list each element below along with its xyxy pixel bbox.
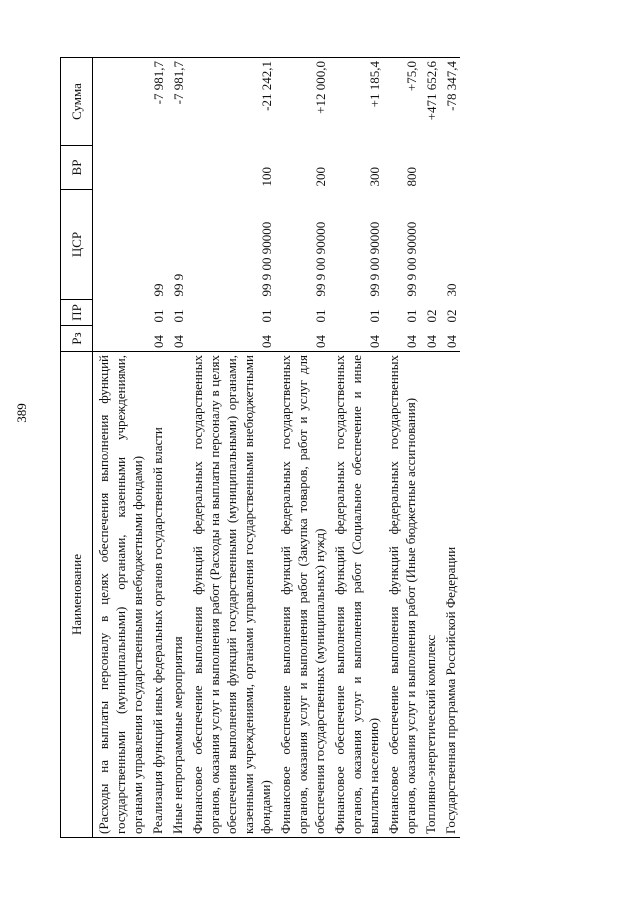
row-pr: 01: [367, 309, 382, 323]
row-csr: 99 9 00 90000: [404, 221, 419, 297]
row-rz: 04: [259, 335, 274, 348]
row-rz: 04: [424, 335, 439, 348]
row-pr: 02: [444, 309, 459, 323]
header-sum: Сумма: [61, 58, 93, 146]
row-name: Финансовое обеспечение выполнения функций федеральных государственных органов, оказания услуг и выполнения работ (Иные бюджетные ассигнования): [383, 352, 420, 838]
row-csr: 99 9 00 90000: [313, 221, 328, 297]
row-sum: +75,0: [383, 58, 420, 146]
row-csr: 30: [444, 283, 459, 297]
row-csr: 99 9 00 90000: [259, 221, 274, 297]
row-vr: 100: [259, 167, 274, 187]
page-number: 389: [14, 403, 29, 423]
row-pr: 01: [313, 309, 328, 323]
row-rz: [93, 326, 148, 352]
row-sum: +1 185,4: [329, 58, 383, 146]
row-name: Финансовое обеспечение выполнения функций федеральных государственных органов, оказания услуг и выполнения работ (Социальное обеспечение и иные выплаты населению): [329, 352, 383, 838]
row-vr: 200: [313, 167, 328, 187]
row-vr: [93, 146, 148, 190]
row-vr: 800: [404, 167, 419, 187]
row-sum: -21 242,1: [187, 58, 275, 146]
table-row: [275, 58, 329, 838]
row-rz: 04: [404, 335, 419, 348]
row-rz: 04: [444, 335, 459, 348]
row-name: Финансовое обеспечение выполнения функций федеральных государственных органов, оказания услуг и выполнения работ (Закупка товаров, работ и услуг для обеспечения государственных (муниципальных) нужд): [275, 352, 329, 838]
row-vr: [420, 146, 440, 190]
row-csr: [420, 190, 440, 300]
row-pr: 01: [171, 309, 186, 323]
row-name: (Расходы на выплаты персоналу в целях обеспечения выполнения функций государственными (муниципальными) органами, казенными учреждениями, органами управления государственными внебюджетными фондами): [93, 352, 148, 838]
row-name: Государственная программа Российской Федерации: [440, 352, 460, 838]
row-name: Топливно-энергетический комплекс: [420, 352, 440, 838]
row-name: Иные непрограммные мероприятия: [167, 352, 187, 838]
row-pr: [93, 300, 148, 326]
row-pr: 02: [424, 309, 439, 323]
row-rz: 04: [367, 335, 382, 348]
row-rz: 04: [171, 335, 186, 348]
row-rz: 04: [151, 335, 166, 348]
header-rz: Рз: [61, 326, 93, 352]
row-vr: 300: [367, 167, 382, 187]
table-row: [93, 58, 148, 838]
row-pr: 01: [404, 309, 419, 323]
row-csr: 99 9: [171, 273, 186, 297]
row-sum: +12 000,0: [275, 58, 329, 146]
row-csr: 99 9 00 90000: [367, 221, 382, 297]
row-sum: -7 981,7: [167, 58, 187, 146]
table-row: [187, 58, 275, 838]
row-vr: [167, 146, 187, 190]
header-pr: ПР: [61, 300, 93, 326]
row-vr: [147, 146, 167, 190]
row-pr: 01: [259, 309, 274, 323]
table-row: [147, 58, 167, 838]
row-name: Финансовое обеспечение выполнения функций федеральных государственных органов, оказания услуг и выполнения работ (Расходы на выплаты персоналу в целях обеспечения выполнения функций государственными (муниципальными) органами, казенными учреждениями, органами управления государственными внебюджетными фондами): [187, 352, 275, 838]
table-row: [383, 58, 420, 838]
table-row: [420, 58, 440, 838]
row-vr: [440, 146, 460, 190]
row-sum: +471 652,6: [420, 58, 440, 146]
budget-table-page: [60, 58, 592, 838]
row-sum: -7 981,7: [147, 58, 167, 146]
table-row: [440, 58, 460, 838]
row-rz: 04: [313, 335, 328, 348]
header-vr: ВР: [61, 146, 93, 190]
row-csr: [93, 190, 148, 300]
header-row: [61, 58, 93, 838]
row-sum: -78 347,4: [440, 58, 460, 146]
row-name: Реализация функций иных федеральных органов государственной власти: [147, 352, 167, 838]
row-csr: 99: [151, 283, 166, 297]
table-row: [329, 58, 383, 838]
row-pr: 01: [151, 309, 166, 323]
header-name: Наименование: [61, 352, 93, 838]
header-csr: ЦСР: [61, 190, 93, 300]
budget-table: [60, 57, 460, 838]
row-sum: [93, 58, 148, 146]
table-row: [167, 58, 187, 838]
